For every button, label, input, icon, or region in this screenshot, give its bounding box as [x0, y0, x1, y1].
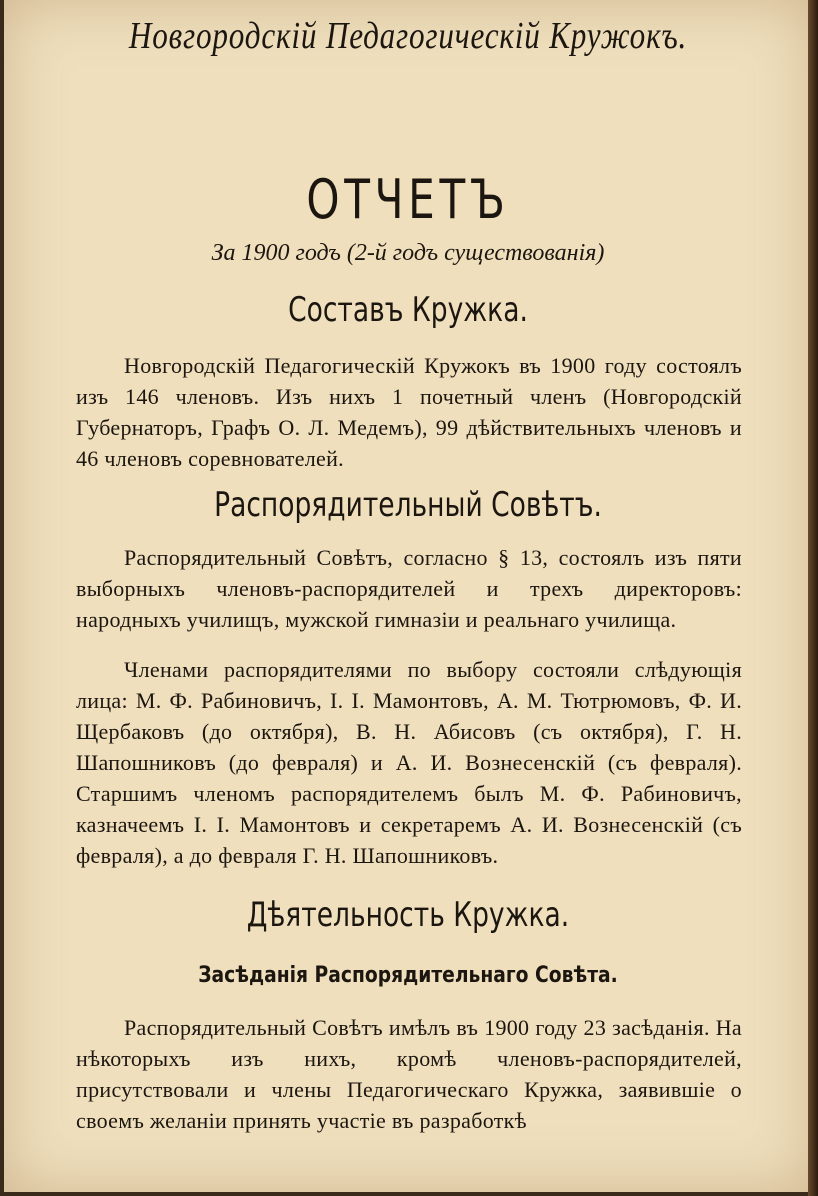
paragraph-council-2: Членами распорядителями по выбору состояли слѣдующія лица: М. Ф. Рабиновичъ, І. І. Мамонтовъ, А. М. Тютрюмовъ, Ф. И. Щербаковъ (до октября), В. Н. Абисовъ (съ октября), Г. Н. Шапошниковъ (до февраля) и А. И. Вознесенскій (съ февраля). Старшимъ членомъ распорядителемъ былъ М. Ф. Рабиновичъ, казначеемъ І. І. Мамонтовъ и секретаремъ А. И. Вознесенскій (съ февраля), а до февраля Г. Н. Шапошниковъ. [76, 657, 742, 868]
paragraph-composition: Новгородскій Педагогическій Кружокъ въ 1900 году состоялъ изъ 146 членовъ. Изъ нихъ 1 почетный членъ (Новгородскій Губернаторъ, Графъ О. Л. Медемъ), 99 дѣйствительныхъ членовъ и 46 членовъ соревнователей. [76, 353, 742, 471]
page-header: Новгородскій Педагогическій Кружокъ. [128, 15, 688, 57]
subsection-heading-meetings: Засѣданія Распорядительнаго Совѣта. [198, 963, 618, 988]
report-title: ОТЧЕТЪ [306, 168, 510, 231]
paragraph-activity: Распорядительный Совѣтъ имѣлъ въ 1900 году 23 засѣданія. На нѣкоторыхъ изъ нихъ, кромѣ членовъ-распорядителей, присутствовали и члены Педагогическаго Кружка, заявившіе о своемъ желаніи принять участіе въ разработкѣ [76, 1015, 742, 1133]
section-heading-activity: Дѣятельность Кружка. [246, 895, 570, 935]
section-heading-council: Распорядительный Совѣтъ. [214, 485, 602, 525]
paragraph-council-1: Распорядительный Совѣтъ, согласно § 13, состоялъ изъ пяти выборныхъ членовъ-распорядителей и трехъ директоровъ: народныхъ училищъ, мужской гимназіи и реальнаго училища. [76, 545, 742, 632]
section-heading-composition: Составъ Кружка. [288, 290, 528, 330]
report-subtitle: За 1900 годъ (2-й годъ существованія) [211, 240, 605, 266]
book-spine-edge [808, 0, 818, 1196]
document-page [4, 0, 812, 1192]
